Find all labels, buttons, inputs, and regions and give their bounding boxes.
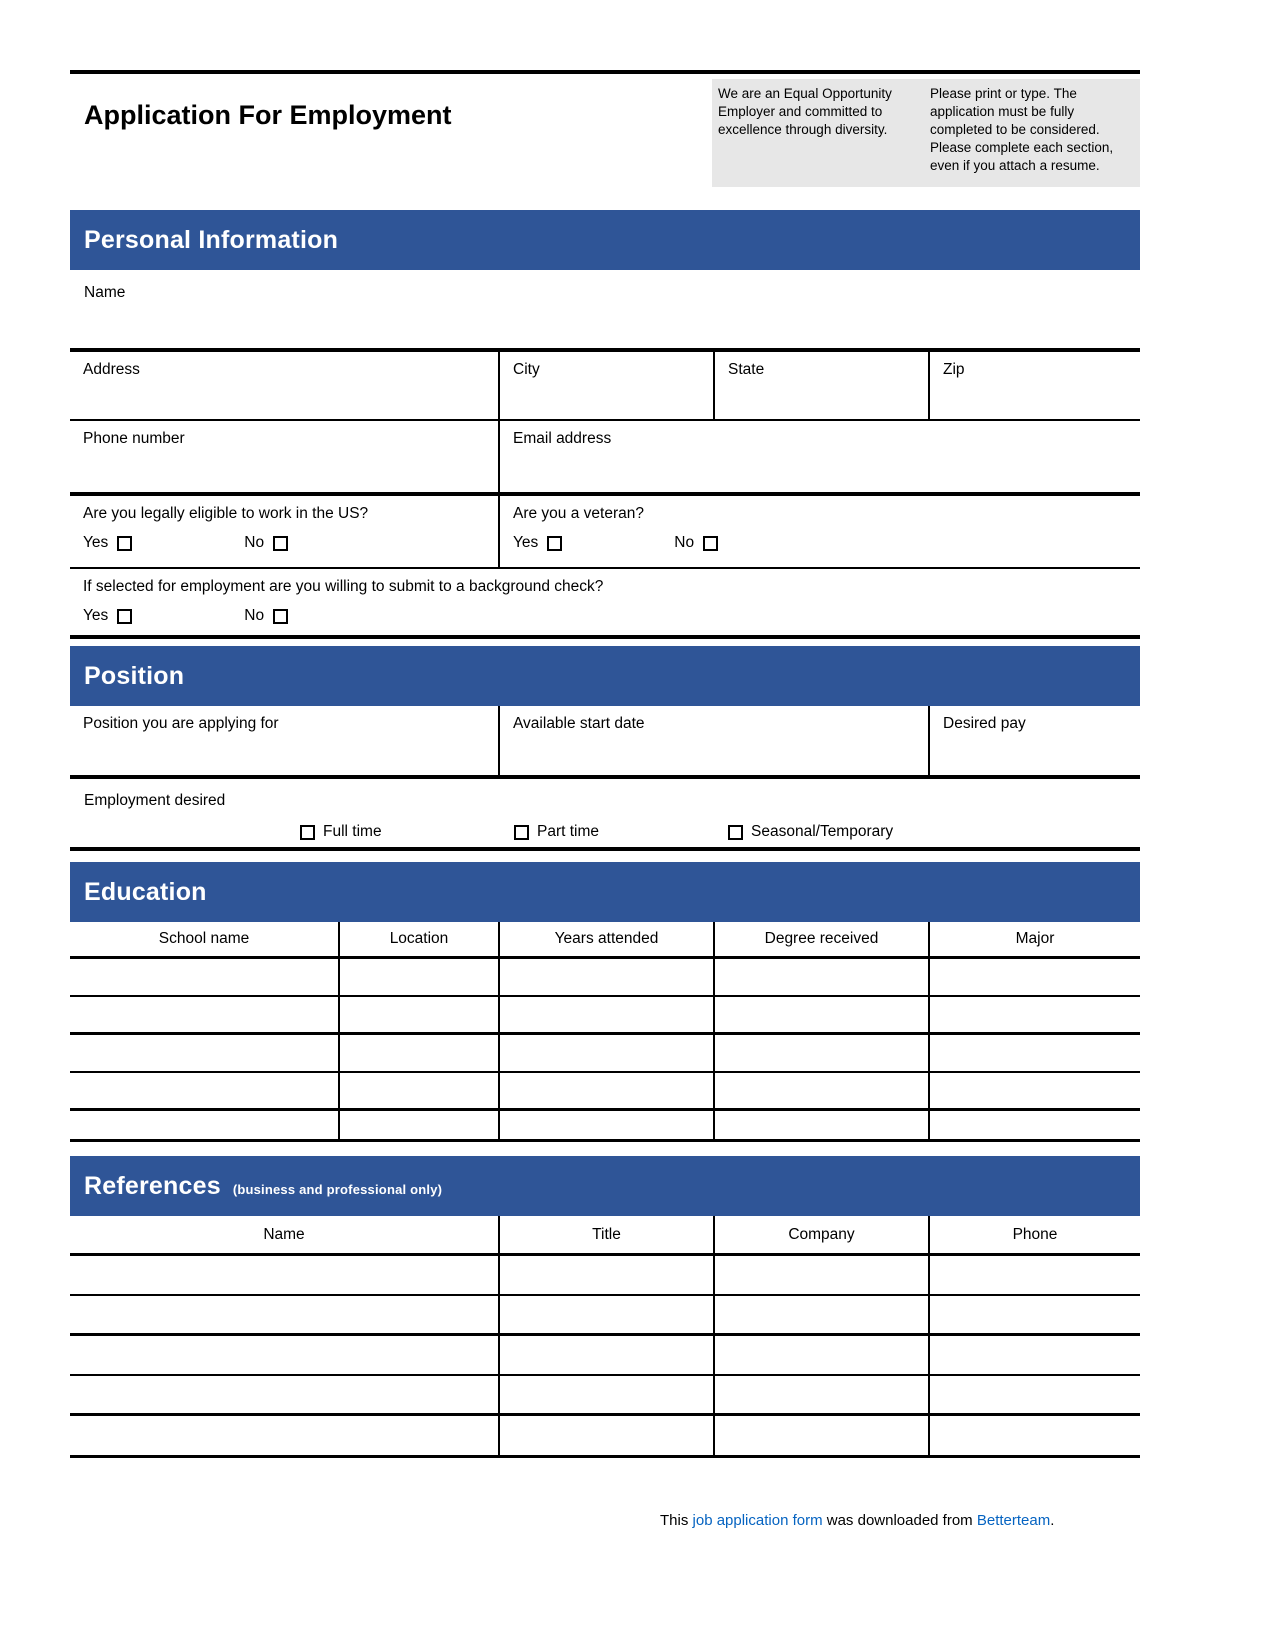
background-no-label: No [244,607,265,624]
personal-info-table [70,348,1140,639]
reference-cell[interactable] [930,1376,1140,1413]
education-row [70,1073,1140,1111]
address-row [70,348,1140,421]
zip-label: Zip [943,361,965,378]
application-form-page [70,70,1140,1529]
reference-cell[interactable] [930,1296,1140,1333]
reference-cell[interactable] [715,1336,930,1374]
fulltime-checkbox[interactable] [300,825,315,840]
form-header [70,74,1140,210]
desired-pay-label: Desired pay [943,715,1026,732]
employment-desired-section [70,779,1140,851]
seasonal-label: Seasonal/Temporary [751,823,894,840]
education-cell[interactable] [500,1035,715,1071]
background-question-cell [70,569,1140,635]
reference-cell[interactable] [500,1336,715,1374]
education-cell[interactable] [715,997,930,1032]
reference-title-column-header: Title [500,1216,715,1253]
education-cell[interactable] [930,997,1140,1032]
reference-row [70,1256,1140,1296]
reference-cell[interactable] [70,1296,500,1333]
education-cell[interactable] [930,1073,1140,1108]
name-field[interactable] [70,270,1140,348]
veteran-yes-checkbox[interactable] [547,536,562,551]
reference-cell[interactable] [500,1416,715,1455]
position-applying-label: Position you are applying for [83,715,279,732]
footer-prefix: This [660,1512,693,1529]
eligibility-question-cell [70,496,500,567]
major-column-header: Major [1015,930,1055,947]
references-header [70,1156,1140,1216]
email-field[interactable] [500,421,1140,492]
email-label: Email address [513,430,612,447]
reference-phone-column-header: Phone [1012,1225,1058,1243]
eligible-yes-no [83,534,498,552]
state-label: State [728,361,765,378]
reference-cell[interactable] [70,1376,500,1413]
references-subheading: (business and professional only) [232,1182,443,1197]
reference-cell[interactable] [715,1416,930,1455]
reference-row [70,1376,1140,1416]
reference-cell[interactable] [70,1416,500,1455]
education-row [70,959,1140,997]
veteran-question-cell [500,496,1140,567]
reference-name-column-header: Name [70,1216,500,1253]
reference-row [70,1296,1140,1336]
education-cell[interactable] [715,959,930,995]
education-cell[interactable] [930,1111,1140,1139]
reference-cell[interactable] [500,1376,715,1413]
veteran-no-label: No [674,534,695,551]
phone-field[interactable] [70,421,500,492]
education-heading: Education [84,877,207,906]
background-yes-label: Yes [83,607,109,624]
footer-credit [70,1512,1140,1529]
background-yes-no [83,607,1140,625]
reference-cell[interactable] [70,1336,500,1374]
reference-row [70,1416,1140,1458]
phone-label: Phone number [83,430,185,447]
seasonal-checkbox[interactable] [728,825,743,840]
education-cell[interactable] [715,1111,930,1139]
city-label: City [513,361,540,378]
reference-cell[interactable] [715,1296,930,1333]
education-cell[interactable] [340,1073,500,1108]
position-applying-field[interactable] [70,706,500,775]
background-question: If selected for employment are you willing to submit to a background check? [83,578,604,595]
footer-middle: was downloaded from [822,1512,977,1529]
position-header [70,646,1140,706]
school-name-column-header: School name [70,922,340,956]
fulltime-option [300,823,382,841]
reference-cell[interactable] [715,1376,930,1413]
position-heading: Position [84,661,185,690]
education-cell[interactable] [715,1035,930,1071]
reference-cell[interactable] [930,1416,1140,1455]
education-row [70,1111,1140,1142]
veteran-question: Are you a veteran? [513,505,644,522]
years-attended-column-header: Years attended [500,922,715,956]
education-cell[interactable] [70,1111,340,1139]
employment-options [70,823,1140,845]
education-cell[interactable] [500,959,715,995]
background-check-row [70,569,1140,639]
education-cell[interactable] [340,1035,500,1071]
background-no-checkbox[interactable] [273,609,288,624]
personal-information-header [70,210,1140,270]
start-date-label: Available start date [513,715,645,732]
education-cell[interactable] [70,997,340,1032]
background-yes-checkbox[interactable] [117,609,132,624]
reference-cell[interactable] [500,1256,715,1294]
eligible-no-checkbox[interactable] [273,536,288,551]
education-cell[interactable] [930,1035,1140,1071]
degree-received-column-header: Degree received [715,922,930,956]
city-field[interactable] [500,352,715,419]
print-instructions-notice: Please print or type. The application must be fully completed to be considered. Please complete each section, even if you attach a resume. [930,86,1114,173]
betterteam-link[interactable]: Betterteam [976,1512,1051,1529]
education-cell[interactable] [70,1035,340,1071]
state-field[interactable] [715,352,930,419]
desired-pay-field[interactable] [930,706,1140,775]
parttime-label: Part time [537,823,600,840]
equal-opportunity-notice: We are an Equal Opportunity Employer and committed to excellence through diversity. [718,86,892,137]
reference-cell[interactable] [70,1256,500,1294]
position-table [70,706,1140,851]
veteran-yes-no [513,534,1140,552]
start-date-field[interactable] [500,706,930,775]
parttime-checkbox[interactable] [514,825,529,840]
education-row [70,1035,1140,1073]
reference-cell[interactable] [930,1336,1140,1374]
education-cell[interactable] [340,959,500,995]
notice-box [712,79,1140,187]
education-cell[interactable] [500,1073,715,1108]
zip-field[interactable] [930,352,1140,419]
eligible-yes-label: Yes [83,534,109,551]
name-label: Name [84,284,126,301]
contact-row [70,421,1140,496]
references-table [70,1216,1140,1458]
education-cell[interactable] [340,997,500,1032]
reference-cell[interactable] [930,1256,1140,1294]
employment-desired-label: Employment desired [84,792,226,809]
references-heading: References [84,1171,221,1200]
education-cell[interactable] [340,1111,500,1139]
parttime-option [514,823,599,841]
education-cell[interactable] [930,959,1140,995]
personal-information-heading: Personal Information [84,225,339,254]
fulltime-label: Full time [323,823,382,840]
education-table [70,922,1140,1142]
veteran-yes-label: Yes [513,534,539,551]
address-label: Address [83,361,140,378]
education-header [70,862,1140,922]
education-cell[interactable] [500,1111,715,1139]
education-cell[interactable] [70,1073,340,1108]
reference-cell[interactable] [715,1256,930,1294]
education-header-row [70,922,1140,959]
position-row [70,706,1140,779]
footer-suffix: . [1050,1512,1055,1529]
reference-row [70,1336,1140,1376]
address-field[interactable] [70,352,500,419]
eligible-no-label: No [244,534,265,551]
education-row [70,997,1140,1035]
education-cell[interactable] [715,1073,930,1108]
page-title: Application For Employment [84,100,452,130]
job-application-form-link[interactable]: job application form [692,1512,823,1529]
eligible-question: Are you legally eligible to work in the US? [83,505,369,522]
education-cell[interactable] [500,997,715,1032]
location-column-header: Location [340,922,500,956]
reference-cell[interactable] [500,1296,715,1333]
seasonal-option [728,823,893,841]
veteran-no-checkbox[interactable] [703,536,718,551]
eligibility-row [70,496,1140,569]
reference-company-column-header: Company [715,1216,930,1253]
references-header-row [70,1216,1140,1256]
eligible-yes-checkbox[interactable] [117,536,132,551]
education-cell[interactable] [70,959,340,995]
